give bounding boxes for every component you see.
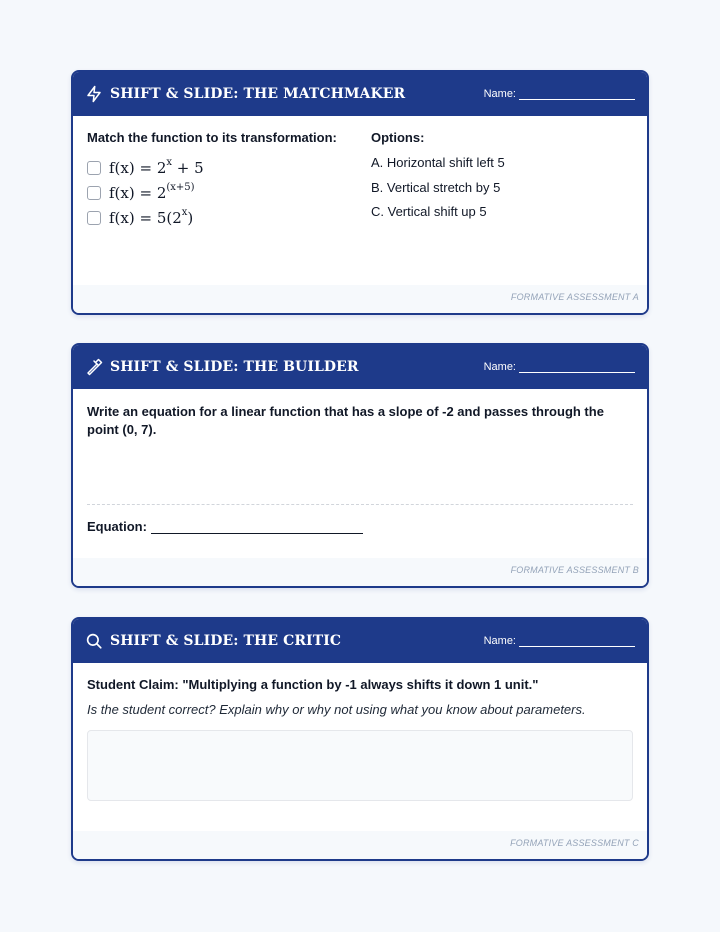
card-footer: FORMATIVE ASSESSMENT C	[73, 831, 647, 859]
equation-label: Equation:	[87, 519, 147, 534]
card-body	[73, 116, 647, 230]
function-item[interactable]	[87, 205, 371, 230]
builder-question: Write an equation for a linear function that has a slope of -2 and passes through the point (0, 7).	[87, 404, 604, 437]
card-footer: FORMATIVE ASSESSMENT A	[73, 285, 647, 313]
card-header	[73, 345, 647, 389]
name-line[interactable]	[519, 362, 635, 373]
card-title: SHIFT & SLIDE: THE CRITIC	[110, 633, 342, 649]
match-instruction: Match the function to its transformation:	[87, 130, 337, 145]
function-list	[87, 130, 371, 230]
equation-blank[interactable]	[151, 522, 363, 534]
checkbox[interactable]	[87, 186, 101, 200]
search-icon	[84, 631, 104, 651]
option-item: C. Vertical shift up 5	[371, 204, 487, 219]
name-line[interactable]	[519, 89, 635, 100]
critic-card	[71, 617, 649, 861]
name-field[interactable]	[484, 88, 635, 100]
card-title: SHIFT & SLIDE: THE BUILDER	[110, 359, 359, 375]
student-claim: Student Claim: "Multiplying a function by -1 always shifts it down 1 unit."	[87, 677, 539, 692]
function-expression: $f(x) = 2^{(x+5)}$	[109, 181, 195, 202]
equation-field[interactable]	[87, 519, 363, 534]
card-header	[73, 619, 647, 663]
option-item: B. Vertical stretch by 5	[371, 179, 501, 195]
checkbox[interactable]	[87, 161, 101, 175]
answer-box[interactable]	[87, 730, 633, 801]
card-title: SHIFT & SLIDE: THE MATCHMAKER	[110, 86, 406, 102]
function-item[interactable]	[87, 155, 371, 180]
card-header	[73, 72, 647, 116]
name-line[interactable]	[519, 636, 635, 647]
card-body	[73, 663, 647, 801]
function-item[interactable]	[87, 180, 371, 205]
lightning-icon	[84, 84, 104, 104]
builder-card	[71, 343, 649, 588]
name-field[interactable]	[484, 635, 635, 647]
name-label: Name:	[483, 635, 516, 647]
critic-prompt: Is the student correct? Explain why or why not using what you know about parameters.	[87, 702, 586, 717]
name-field[interactable]	[484, 361, 635, 373]
options-list	[371, 130, 633, 230]
card-body	[73, 389, 647, 561]
name-label: Name:	[483, 88, 516, 100]
hammer-icon	[84, 357, 104, 377]
divider	[87, 504, 633, 505]
function-expression: $f(x) = 5(2^x)$	[109, 206, 194, 227]
card-footer: FORMATIVE ASSESSMENT B	[73, 558, 647, 586]
matchmaker-card	[71, 70, 649, 315]
checkbox[interactable]	[87, 211, 101, 225]
options-title: Options:	[371, 130, 425, 145]
name-label: Name:	[483, 361, 516, 373]
option-item: A. Horizontal shift left 5	[371, 155, 505, 170]
function-expression: $f(x) = 2^x + 5$	[109, 156, 204, 177]
